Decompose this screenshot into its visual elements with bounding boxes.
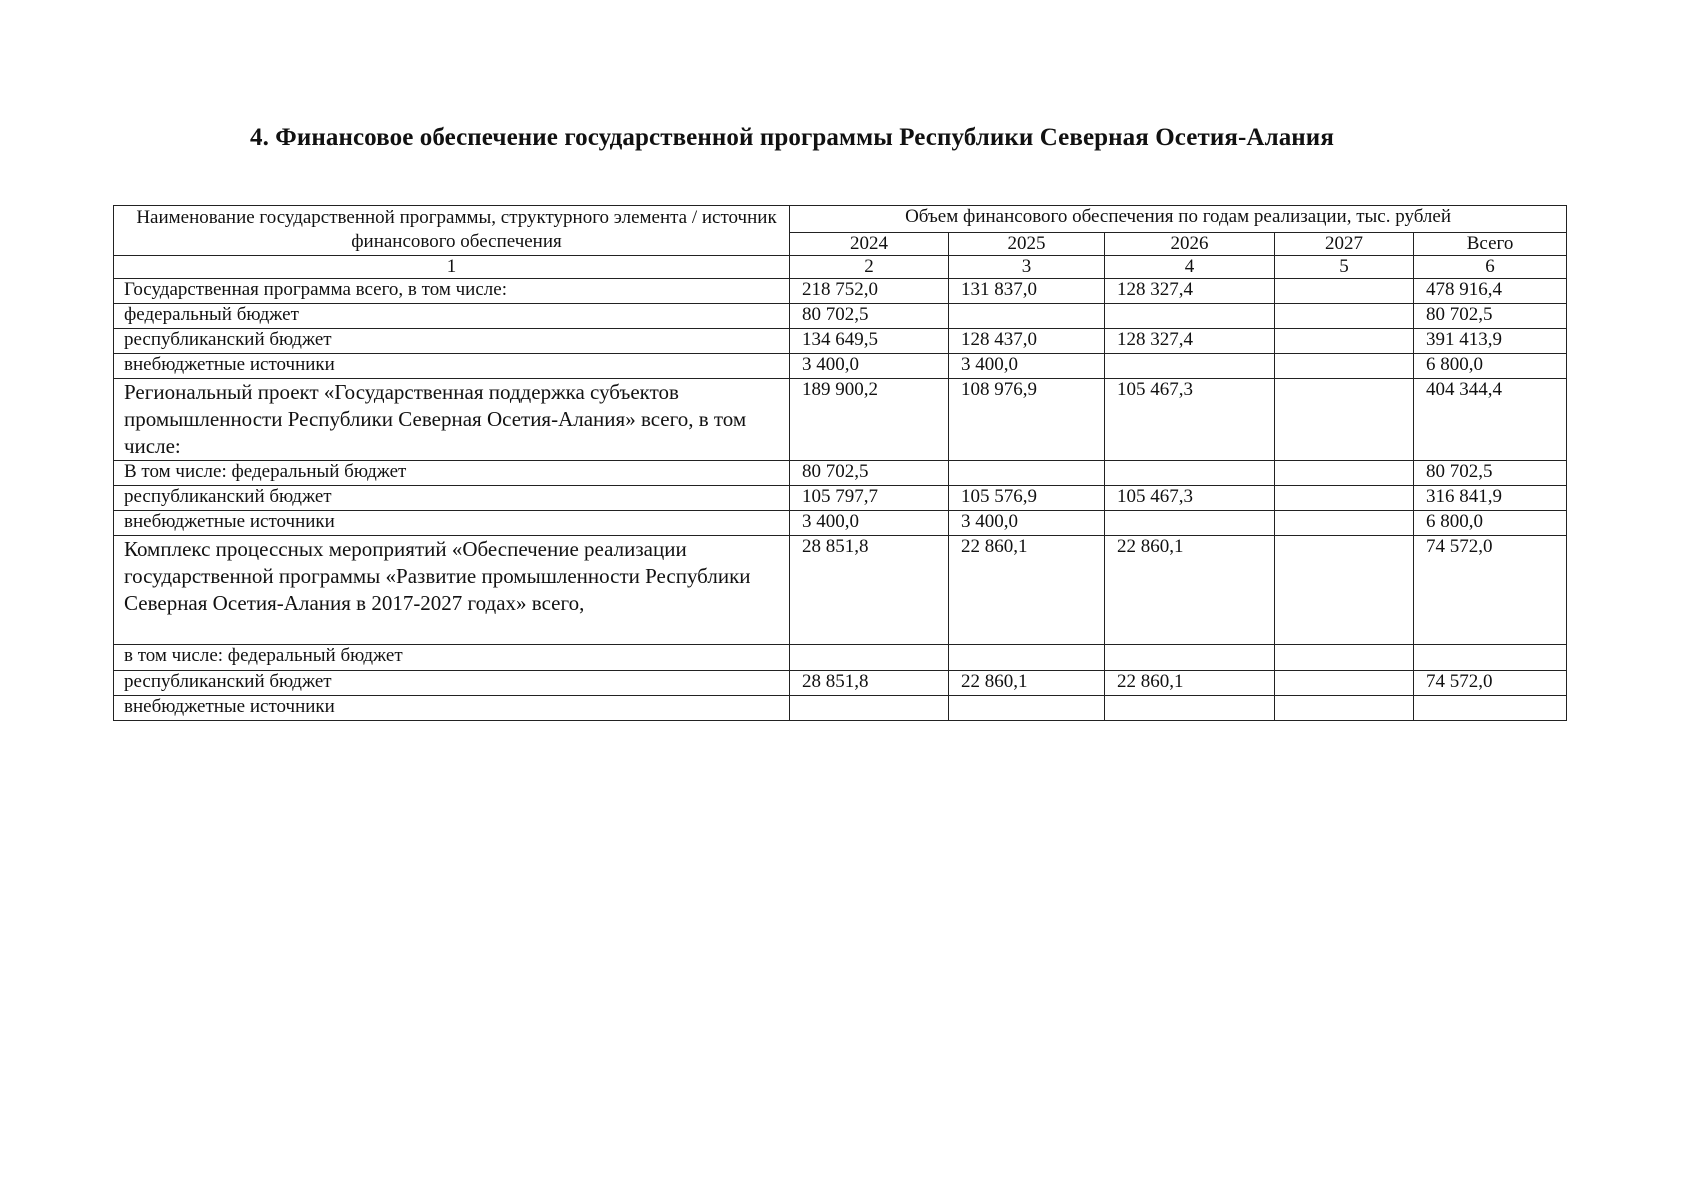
col-number-2: 2 xyxy=(790,256,949,279)
value-cell: 22 860,1 xyxy=(1105,536,1275,645)
value-cell: 80 702,5 xyxy=(1414,461,1567,486)
value-cell: 404 344,4 xyxy=(1414,379,1567,461)
value-cell xyxy=(1275,329,1414,354)
value-cell xyxy=(1105,645,1275,671)
value-cell xyxy=(1105,461,1275,486)
value-cell xyxy=(949,461,1105,486)
value-cell: 74 572,0 xyxy=(1414,671,1567,696)
value-cell xyxy=(790,696,949,721)
table-row xyxy=(114,671,1567,696)
value-cell xyxy=(1105,304,1275,329)
year-header-2024: 2024 xyxy=(790,233,949,256)
value-cell xyxy=(1275,379,1414,461)
value-cell xyxy=(1105,696,1275,721)
value-cell: 134 649,5 xyxy=(790,329,949,354)
row-name-cell: Региональный проект «Государственная поддержка субъектов промышленности Республики Северная Осетия-Алания» всего, в том числе: xyxy=(114,379,790,461)
value-cell xyxy=(1275,486,1414,511)
value-cell xyxy=(1105,354,1275,379)
value-cell: 74 572,0 xyxy=(1414,536,1567,645)
value-cell xyxy=(1275,461,1414,486)
value-cell: 478 916,4 xyxy=(1414,279,1567,304)
col-number-5: 5 xyxy=(1275,256,1414,279)
header-row-1 xyxy=(114,206,1567,233)
col-number-4: 4 xyxy=(1105,256,1275,279)
col-number-1: 1 xyxy=(114,256,790,279)
value-cell: 28 851,8 xyxy=(790,536,949,645)
row-name-cell: республиканский бюджет xyxy=(114,671,790,696)
row-name-cell: республиканский бюджет xyxy=(114,329,790,354)
value-cell: 80 702,5 xyxy=(1414,304,1567,329)
value-cell: 3 400,0 xyxy=(949,354,1105,379)
value-cell: 316 841,9 xyxy=(1414,486,1567,511)
value-cell: 22 860,1 xyxy=(1105,671,1275,696)
value-cell: 22 860,1 xyxy=(949,671,1105,696)
value-cell: 105 467,3 xyxy=(1105,486,1275,511)
value-cell: 128 327,4 xyxy=(1105,279,1275,304)
value-cell: 80 702,5 xyxy=(790,461,949,486)
value-cell: 128 437,0 xyxy=(949,329,1105,354)
value-cell: 6 800,0 xyxy=(1414,511,1567,536)
value-cell: 28 851,8 xyxy=(790,671,949,696)
table-row xyxy=(114,511,1567,536)
value-cell: 218 752,0 xyxy=(790,279,949,304)
header-name-cell: Наименование государственной программы, структурного элемента / источник финансового обеспечения xyxy=(114,206,790,256)
value-cell xyxy=(949,696,1105,721)
value-cell: 80 702,5 xyxy=(790,304,949,329)
value-cell xyxy=(1275,279,1414,304)
total-header: Всего xyxy=(1414,233,1567,256)
table-row xyxy=(114,696,1567,721)
page-title: 4. Финансовое обеспечение государственной программы Республики Северная Осетия-Алания xyxy=(250,124,1334,151)
value-cell: 22 860,1 xyxy=(949,536,1105,645)
row-name-cell: внебюджетные источники xyxy=(114,511,790,536)
value-cell: 3 400,0 xyxy=(949,511,1105,536)
value-cell: 128 327,4 xyxy=(1105,329,1275,354)
year-header-2025: 2025 xyxy=(949,233,1105,256)
value-cell: 105 797,7 xyxy=(790,486,949,511)
value-cell xyxy=(1105,511,1275,536)
row-name-cell: в том числе: федеральный бюджет xyxy=(114,645,790,671)
row-name-cell: внебюджетные источники xyxy=(114,696,790,721)
row-name-cell: Государственная программа всего, в том числе: xyxy=(114,279,790,304)
value-cell: 105 467,3 xyxy=(1105,379,1275,461)
header-row-column-numbers xyxy=(114,256,1567,279)
value-cell xyxy=(1414,696,1567,721)
value-cell xyxy=(1275,696,1414,721)
table-row xyxy=(114,486,1567,511)
table-row xyxy=(114,461,1567,486)
row-name-cell: В том числе: федеральный бюджет xyxy=(114,461,790,486)
row-name-cell: Комплекс процессных мероприятий «Обеспечение реализации государственной программы «Развитие промышленности Республики Северная Осетия-Алания в 2017-2027 годах» всего, xyxy=(114,536,790,645)
value-cell: 131 837,0 xyxy=(949,279,1105,304)
header-volume-cell: Объем финансового обеспечения по годам реализации, тыс. рублей xyxy=(790,206,1567,233)
year-header-2027: 2027 xyxy=(1275,233,1414,256)
table-row xyxy=(114,379,1567,461)
value-cell: 391 413,9 xyxy=(1414,329,1567,354)
value-cell: 6 800,0 xyxy=(1414,354,1567,379)
value-cell xyxy=(1275,304,1414,329)
value-cell: 189 900,2 xyxy=(790,379,949,461)
value-cell: 108 976,9 xyxy=(949,379,1105,461)
value-cell xyxy=(1275,645,1414,671)
table-row xyxy=(114,536,1567,645)
row-name-cell: федеральный бюджет xyxy=(114,304,790,329)
value-cell xyxy=(949,645,1105,671)
value-cell: 3 400,0 xyxy=(790,511,949,536)
value-cell xyxy=(1275,511,1414,536)
value-cell xyxy=(1275,536,1414,645)
row-name-cell: внебюджетные источники xyxy=(114,354,790,379)
value-cell: 105 576,9 xyxy=(949,486,1105,511)
value-cell xyxy=(1275,354,1414,379)
value-cell xyxy=(790,645,949,671)
table-row xyxy=(114,645,1567,671)
year-header-2026: 2026 xyxy=(1105,233,1275,256)
financing-table xyxy=(113,205,1567,721)
row-name-cell: республиканский бюджет xyxy=(114,486,790,511)
value-cell xyxy=(1275,671,1414,696)
table-row xyxy=(114,304,1567,329)
col-number-3: 3 xyxy=(949,256,1105,279)
value-cell xyxy=(949,304,1105,329)
table-row xyxy=(114,329,1567,354)
value-cell: 3 400,0 xyxy=(790,354,949,379)
table-row xyxy=(114,354,1567,379)
table-row xyxy=(114,279,1567,304)
col-number-6: 6 xyxy=(1414,256,1567,279)
value-cell xyxy=(1414,645,1567,671)
